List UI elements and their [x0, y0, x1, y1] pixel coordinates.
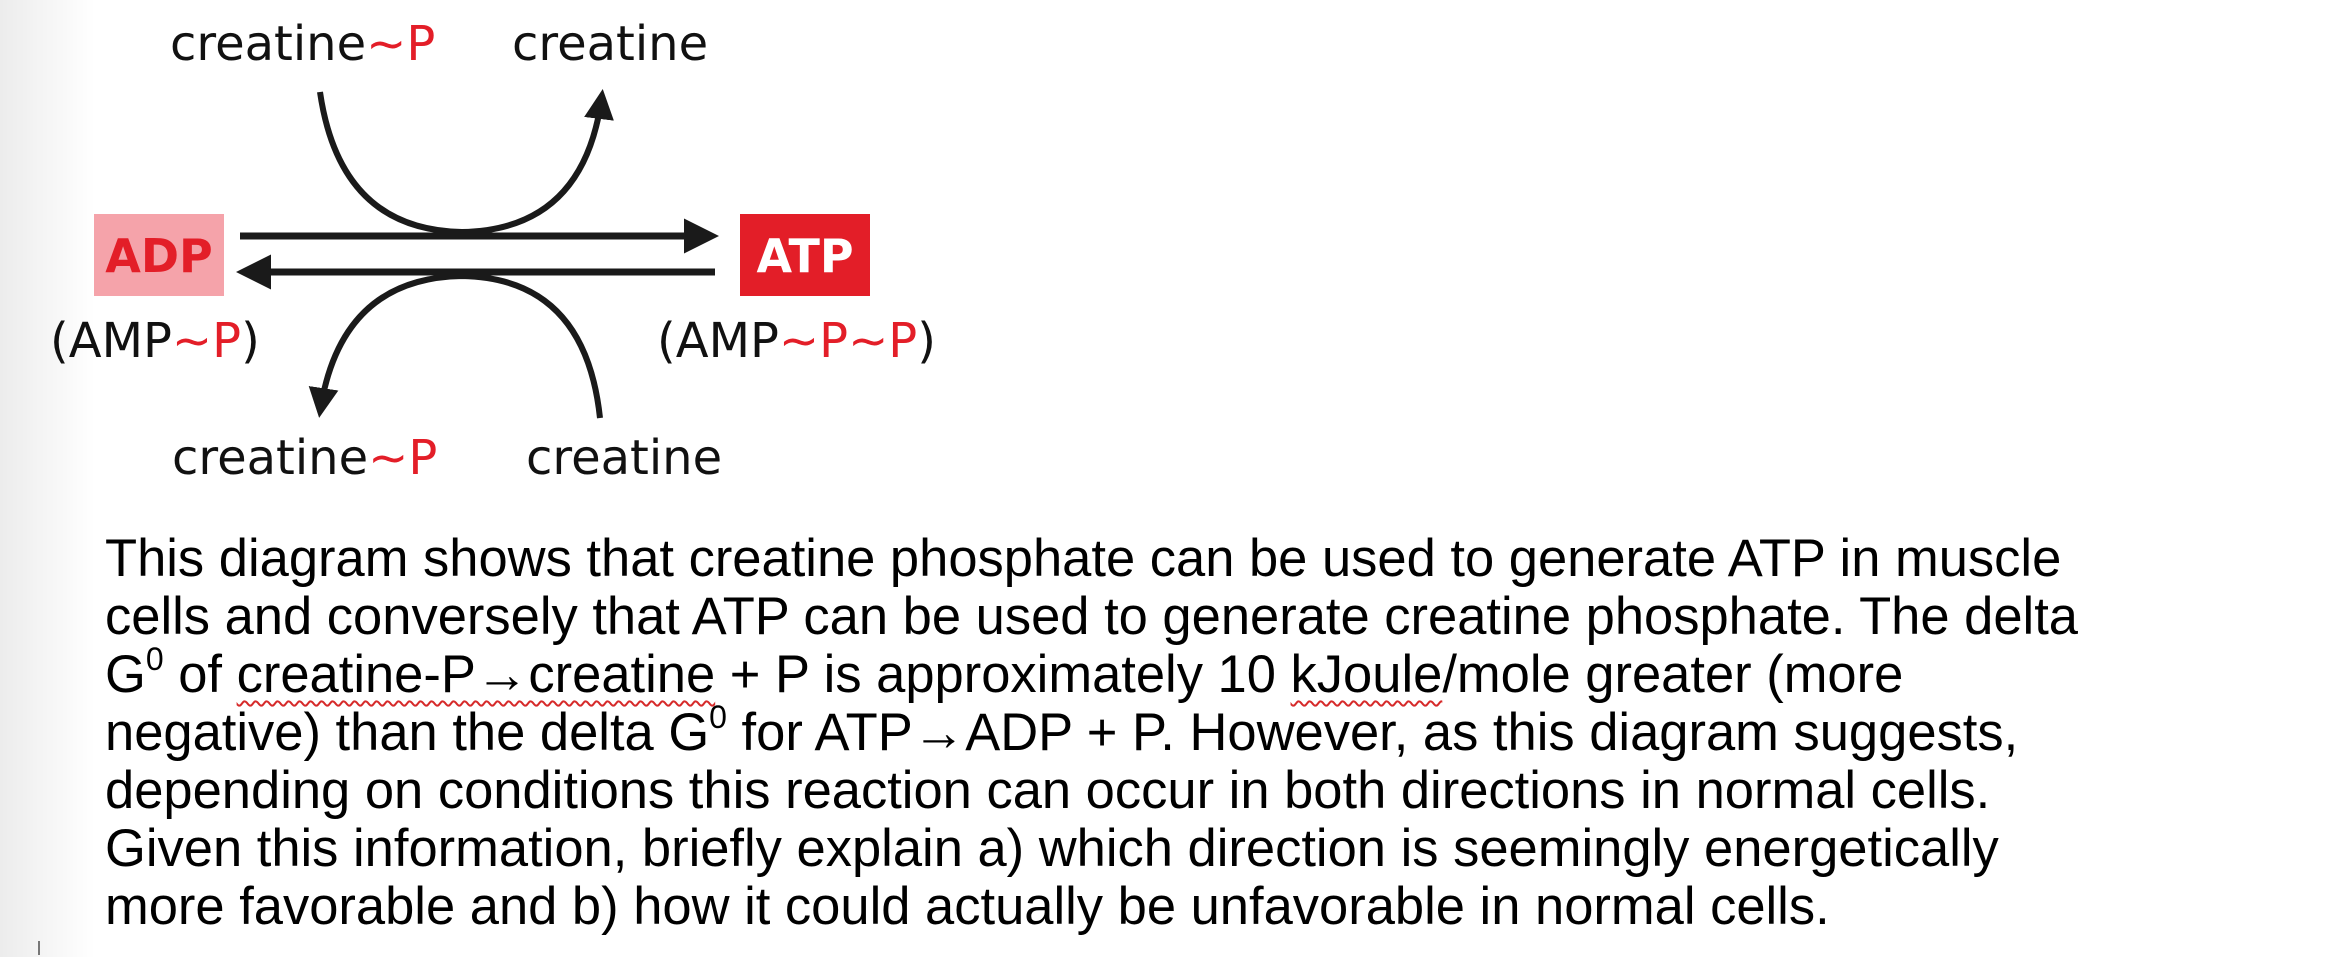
text-cursor-mark: [38, 941, 40, 955]
spellcheck-underlined-unit: kJoule: [1290, 645, 1443, 704]
bottom-left-creatine-phosphate-label: creatine~P: [172, 430, 438, 486]
spellcheck-underlined-reaction: creatine-P→creatine: [236, 645, 716, 704]
question-paragraph: [105, 530, 2320, 936]
creatine-phosphate-diagram: [0, 0, 1000, 500]
atp-formula-label: (AMP~P~P): [657, 313, 936, 369]
top-right-creatine-label: creatine: [512, 16, 709, 72]
top-curved-arrow: [320, 92, 602, 232]
paragraph-line: cells and conversely that ATP can be used to generate creatine phosphate. The delta: [105, 587, 2078, 646]
top-left-creatine-phosphate-label: creatine~P: [170, 16, 436, 72]
atp-label: ATP: [756, 229, 854, 283]
bottom-right-creatine-label: creatine: [526, 430, 723, 486]
paragraph-line: more favorable and b) how it could actually be unfavorable in normal cells.: [105, 877, 1830, 936]
bottom-curved-arrow: [320, 276, 600, 418]
paragraph-line: Given this information, briefly explain a) which direction is seemingly energetically: [105, 819, 1999, 878]
paragraph-line: negative) than the delta $G^0$ for ATP→ADP + P. However, as this diagram suggests,: [105, 699, 2019, 762]
paragraph-line: depending on conditions this reaction can occur in both directions in normal cells.: [105, 761, 1991, 820]
paragraph-line: This diagram shows that creatine phosphate can be used to generate ATP in muscle: [105, 529, 2062, 588]
adp-label: ADP: [105, 229, 213, 283]
adp-formula-label: (AMP~P): [50, 313, 260, 369]
paragraph-line: $G^0$ of creatine-P→creatine + P is approximately 10 kJoule/mole greater (more: [105, 641, 1904, 704]
